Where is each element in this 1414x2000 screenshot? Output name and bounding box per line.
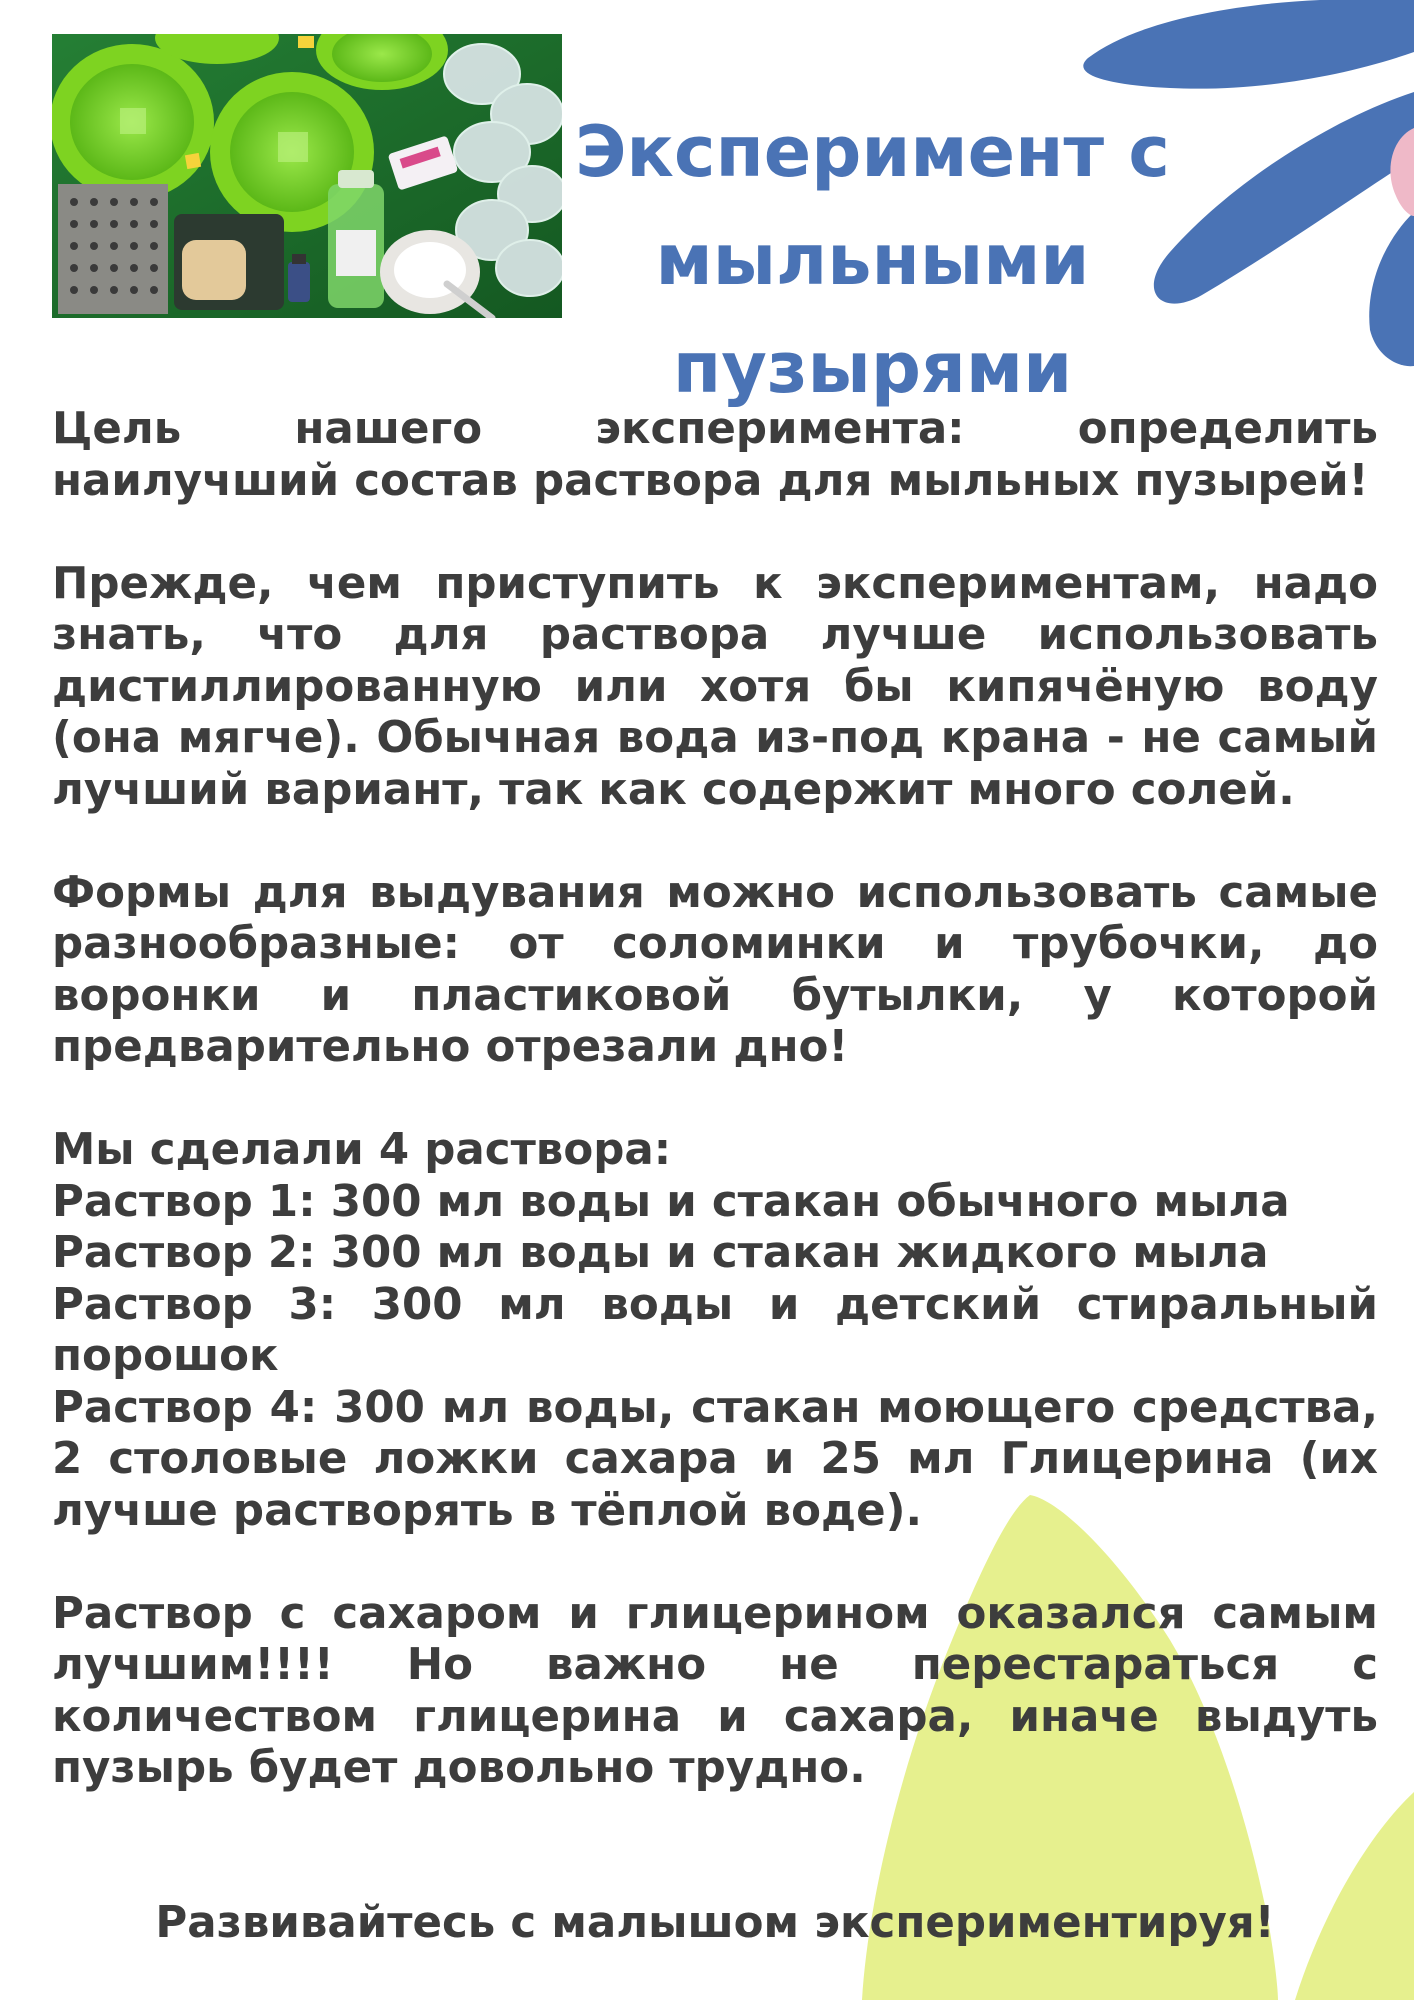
title-line: мыльными xyxy=(655,219,1090,301)
solution-item: Раствор 1: 300 мл воды и стакан обычного мыла xyxy=(52,1176,1290,1227)
experiment-supplies-photo xyxy=(52,34,562,318)
goal-paragraph: Цель нашего эксперимента: определить наилучший состав раствора для мыльных пузырей! xyxy=(52,404,1378,506)
solutions-intro: Мы сделали 4 раствора: xyxy=(52,1125,672,1175)
closing-line: Развивайтесь с малышом экспериментируя! xyxy=(155,1898,1275,1948)
solutions-list xyxy=(52,1125,1378,1537)
title-line: Эксперимент с xyxy=(575,111,1170,193)
glycerin-bottle xyxy=(288,262,310,302)
solution-item: Раствор 3: 300 мл воды и детский стиральный порошок xyxy=(52,1279,1378,1381)
title-line: пузырями xyxy=(672,327,1073,409)
soap-bar xyxy=(182,240,246,300)
blue-petal-lower xyxy=(1369,212,1414,366)
result-paragraph: Раствор с сахаром и глицерином оказался самым лучшим!!!! Но важно не перестараться с количеством глицерина и сахара, иначе выдуть пузырь будет довольно трудно. xyxy=(52,1588,1378,1793)
forms-paragraph: Формы для выдувания можно использовать самые разнообразные: от соломинки и трубочки, до воронки и пластиковой бутылки, у которой предварительно отрезали дно! xyxy=(52,867,1378,1072)
solution-item: Раствор 4: 300 мл воды, стакан моющего средства, 2 столовые ложки сахара и 25 мл Глицерина (их лучше растворять в тёплой воде). xyxy=(52,1382,1378,1536)
blue-petal-middle xyxy=(1154,92,1414,304)
blue-petal-top xyxy=(1083,0,1414,89)
solution-item: Раствор 2: 300 мл воды и стакан жидкого мыла xyxy=(52,1228,1269,1278)
page-title xyxy=(565,98,1180,422)
water-paragraph: Прежде, чем приступить к экспериментам, надо знать, что для раствора лучше использовать дистиллированную или хотя бы кипячёную воду (она мягче). Обычная вода из-под крана - не самый лучший вариант, так как содержит много солей. xyxy=(52,558,1378,815)
article-body xyxy=(52,404,1378,1846)
